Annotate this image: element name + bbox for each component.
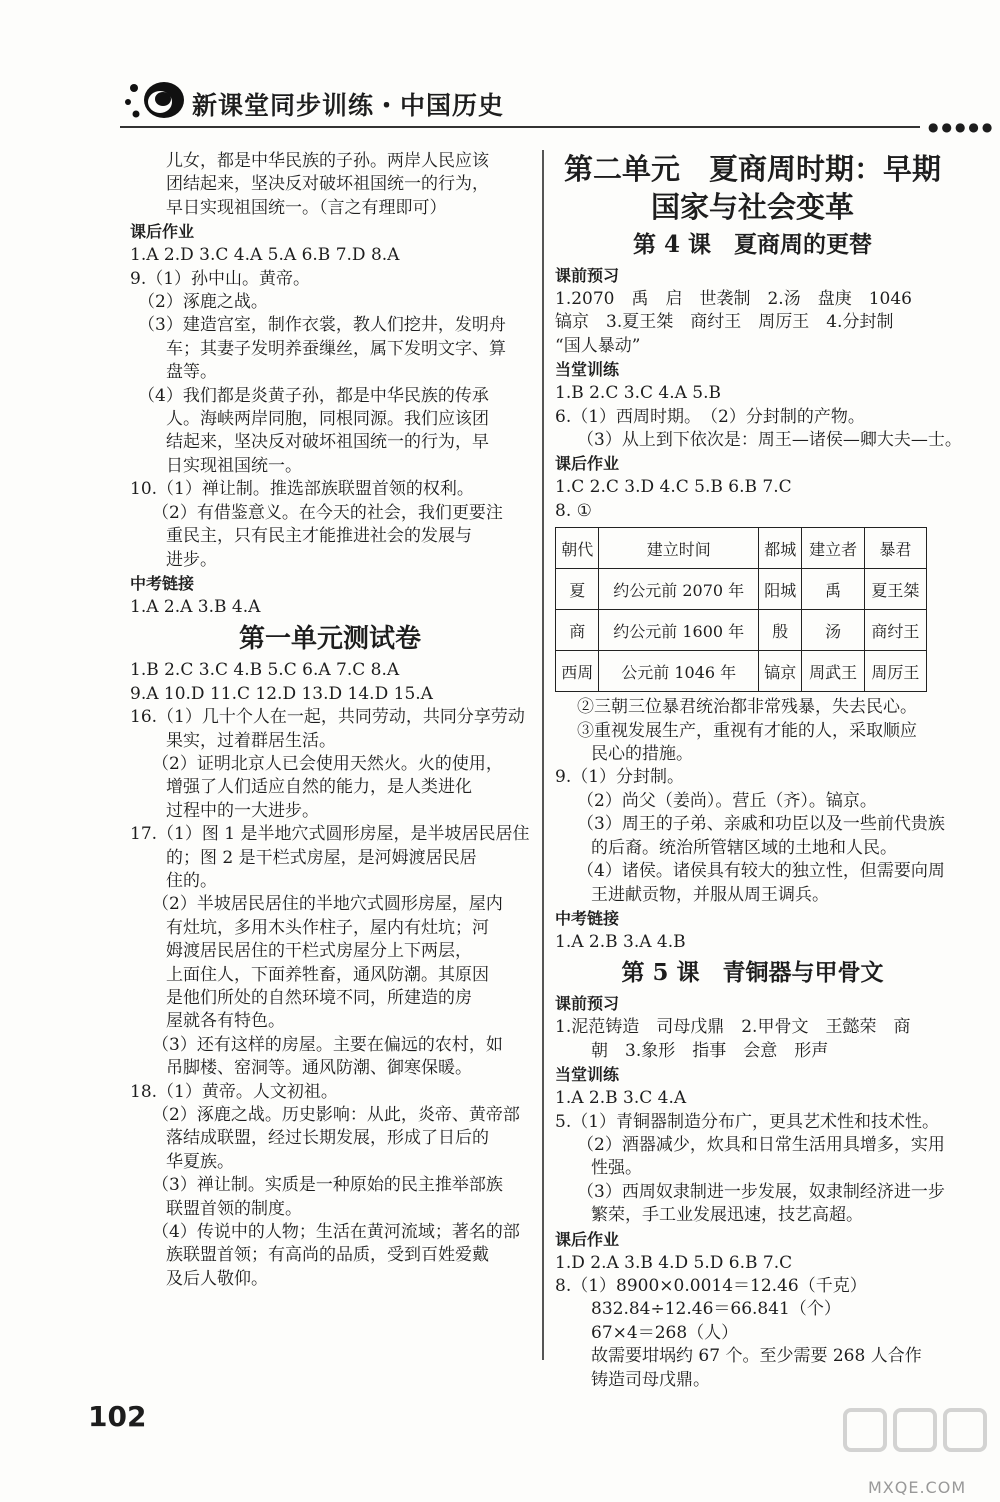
answer-line: 18.（1）黄帝。人文初祖。 xyxy=(130,1081,338,1102)
answer-line: （2）证明北京人已会使用天然火。火的使用， xyxy=(152,753,503,774)
answer-line: 团结起来，坚决反对破坏祖国统一的行为， xyxy=(166,174,489,195)
table-cell: 周厉王 xyxy=(864,651,926,692)
left-column xyxy=(130,150,530,1291)
table-cell: 殷 xyxy=(759,610,802,651)
table-cell: 公元前 1046 年 xyxy=(599,651,759,692)
lesson-title: 第 4 课 夏商周的更替 xyxy=(632,231,873,258)
answer-line: 姆渡居民居住的干栏式房屋分上下两层， xyxy=(166,941,472,962)
answer-line: 有灶坑，多用木头作柱子，屋内有灶坑；河 xyxy=(166,917,489,938)
answer-line: 的；图 2 是干栏式房屋，是河姆渡居民居 xyxy=(166,847,477,868)
answer-line: 1.A 2.A 3.B 4.A xyxy=(130,596,261,617)
unit-title: 第一单元测试卷 xyxy=(238,624,421,655)
lesson-title: 第 5 课 青铜器与甲骨文 xyxy=(621,959,884,987)
answer-line: 增强了人们适应自然的能力，是人类进化 xyxy=(166,777,472,798)
section-heading: 中考链接 xyxy=(130,573,195,593)
answer-line: 盘等。 xyxy=(166,362,217,383)
answer-line: 1.B 2.C 3.C 4.A 5.B xyxy=(555,383,721,404)
answer-line: （3）从上到下依次是：周王—诸侯—卿大夫—士。 xyxy=(577,430,962,451)
answer-line: 16.（1）几十个人在一起，共同劳动，共同分享劳动 xyxy=(130,707,525,728)
answer-line: （4）诸侯。诸侯具有较大的独立性，但需要向周 xyxy=(577,861,945,882)
table-header-cell: 建立者 xyxy=(802,528,864,569)
table-header-cell: 都城 xyxy=(759,528,802,569)
unit-title: 国家与社会变革 xyxy=(650,190,854,224)
answer-line: 华夏族。 xyxy=(166,1151,234,1172)
answer-line: 9.（1）孙中山。黄帝。 xyxy=(130,268,311,289)
answer-line: （3）西周奴隶制进一步发展，奴隶制经济进一步 xyxy=(577,1181,945,1202)
answer-line: 重民主，只有民主才能推进社会的发展与 xyxy=(166,526,472,547)
answer-line: ②三朝三位暴君统治都非常残暴，失去民心。 xyxy=(577,697,917,718)
answer-line: 住的。 xyxy=(166,870,217,891)
answer-line: 落结成联盟，经过长期发展，形成了日后的 xyxy=(166,1128,489,1149)
answer-line: 果实，过着群居生活。 xyxy=(166,730,336,751)
section-heading: 课后作业 xyxy=(555,454,620,474)
answer-line: 民心的措施。 xyxy=(591,744,693,765)
answer-line: 8.（1）8900×0.0014＝12.46（千克） xyxy=(555,1275,867,1296)
answer-line: 吊脚楼、窑洞等。通风防潮、御寒保暖。 xyxy=(166,1058,472,1079)
answer-line: （4）传说中的人物；生活在黄河流域；著名的部 xyxy=(152,1222,520,1243)
table-header-cell: 暴君 xyxy=(864,528,926,569)
answer-line: （2）有借鉴意义。在今天的社会，我们更要注 xyxy=(152,502,503,523)
answer-line: 9.A 10.D 11.C 12.D 13.D 14.D 15.A xyxy=(130,683,433,704)
column-divider xyxy=(542,150,544,1360)
answer-line: “国人暴动” xyxy=(555,335,641,356)
answer-line: 进步。 xyxy=(166,549,217,570)
section-heading: 课后作业 xyxy=(130,222,195,242)
answer-line: 8. ① xyxy=(555,500,592,521)
table-header-cell: 朝代 xyxy=(556,528,599,569)
answer-line: 5.（1）青铜器制造分布广，更具艺术性和技术性。 xyxy=(555,1111,940,1132)
table-cell: 商 xyxy=(556,610,599,651)
answer-line: 及后人敬仰。 xyxy=(166,1268,268,1289)
answer-line: 1.2070 禹 启 世袭制 2.汤 盘庚 1046 xyxy=(555,289,912,309)
answer-line: 1.B 2.C 3.C 4.B 5.C 6.A 7.C 8.A xyxy=(130,660,400,681)
table-cell: 禹 xyxy=(802,569,864,610)
header-rule xyxy=(120,126,920,128)
answer-line: （2）半坡居民居住的半地穴式圆形房屋，屋内 xyxy=(152,894,503,915)
answer-line: 10.（1）禅让制。推选部族联盟首领的权利。 xyxy=(130,479,474,500)
answer-line: 1.D 2.A 3.B 4.D 5.D 6.B 7.C xyxy=(555,1252,793,1273)
answer-line: 日实现祖国统一。 xyxy=(166,455,302,476)
answer-line: 故需要坩埚约 67 个。至少需要 268 人合作 xyxy=(591,1346,922,1367)
answer-line: 人。海峡两岸同胞，同根同源。我们应该团 xyxy=(166,409,489,430)
answer-line: 早日实现祖国统一。（言之有理即可） xyxy=(166,197,447,218)
table-row xyxy=(556,651,927,692)
answer-line: 屋就各有特色。 xyxy=(166,1011,285,1032)
table-row xyxy=(556,610,927,651)
answer-line: 镐京 3.夏王桀 商纣王 周厉王 4.分封制 xyxy=(555,312,894,333)
table-cell: 阳城 xyxy=(759,569,802,610)
table-cell: 约公元前 2070 年 xyxy=(599,569,759,610)
answer-line: 67×4＝268（人） xyxy=(591,1322,739,1343)
answer-line: 17.（1）图 1 是半地穴式圆形房屋，是半坡居民居住 xyxy=(130,824,530,845)
answer-line: 儿女，都是中华民族的子孙。两岸人民应该 xyxy=(166,151,489,171)
right-column-bottom xyxy=(555,696,950,1392)
answer-line: （2）涿鹿之战。 xyxy=(138,292,268,313)
section-heading: 当堂训练 xyxy=(555,360,620,380)
section-heading: 课前预习 xyxy=(555,266,620,285)
answer-line: （2）酒器减少，炊具和日常生活用具增多，实用 xyxy=(577,1134,945,1155)
section-heading: 课后作业 xyxy=(555,1229,620,1249)
answer-line: 铸造司母戊鼎。 xyxy=(591,1369,710,1390)
answer-line: 1.A 2.B 3.A 4.B xyxy=(555,931,686,952)
table-cell: 夏王桀 xyxy=(864,569,926,610)
page-number: 102 xyxy=(88,1400,147,1433)
section-heading: 中考链接 xyxy=(555,908,620,928)
answer-line: （4）我们都是炎黄子孙，都是中华民族的传承 xyxy=(138,385,489,406)
header-dots: ●●●●● xyxy=(928,120,996,134)
table-cell: 周武王 xyxy=(802,651,864,692)
answer-line: 是他们所处的自然环境不同，所建造的房 xyxy=(166,988,472,1008)
table-header-row xyxy=(556,528,927,569)
answer-line: 王进献贡物，并服从周王调兵。 xyxy=(591,884,829,905)
table-header-cell: 建立时间 xyxy=(599,528,759,569)
answer-line: 性强。 xyxy=(591,1158,642,1179)
book-logo-icon xyxy=(120,78,190,124)
answer-line: 朝 3.象形 指事 会意 形声 xyxy=(591,1040,829,1061)
right-column-top xyxy=(555,150,962,523)
dynasty-table xyxy=(555,527,927,692)
answer-line: 上面住人，下面养牲畜，通风防潮。其原因 xyxy=(166,964,489,985)
section-heading: 课前预习 xyxy=(555,994,620,1014)
table-cell: 夏 xyxy=(556,569,599,610)
right-column xyxy=(555,150,962,1392)
section-heading: 当堂训练 xyxy=(555,1065,620,1085)
table-cell: 镐京 xyxy=(759,651,802,692)
answer-line: （3）建造宫室，制作衣裳，教人们挖井，发明舟 xyxy=(138,315,506,336)
answer-line: ③重视发展生产，重视有才能的人，采取顺应 xyxy=(577,720,917,741)
answer-line: 832.84÷12.46＝66.841（个） xyxy=(591,1299,841,1320)
answer-line: 1.A 2.D 3.C 4.A 5.A 6.B 7.D 8.A xyxy=(130,245,400,266)
answer-line: 1.泥范铸造 司母戊鼎 2.甲骨文 王懿荣 商 xyxy=(555,1017,911,1038)
answer-line: 1.C 2.C 3.D 4.C 5.B 6.B 7.C xyxy=(555,477,792,498)
answer-line: （2）涿鹿之战。历史影响：从此，炎帝、黄帝部 xyxy=(152,1105,520,1126)
table-cell: 西周 xyxy=(556,651,599,692)
table-cell: 约公元前 1600 年 xyxy=(599,610,759,651)
answer-line: （3）周王的子弟、亲戚和功臣以及一些前代贵族 xyxy=(577,814,945,835)
page-header xyxy=(120,78,996,134)
answer-line: 的后裔。统治所管辖区域的土地和人民。 xyxy=(591,837,897,858)
unit-title: 第二单元 夏商周时期：早期 xyxy=(563,152,941,186)
answer-line: 1.A 2.B 3.C 4.A xyxy=(555,1088,687,1109)
answer-line: （3）还有这样的房屋。主要在偏远的农村，如 xyxy=(152,1034,503,1055)
answer-line: 车；其妻子发明养蚕缫丝，属下发明文字、算 xyxy=(166,338,506,359)
answer-line: 联盟首领的制度。 xyxy=(166,1198,302,1219)
answer-line: （2）尚父（姜尚）。营丘（齐）。镐京。 xyxy=(577,790,877,811)
answer-line: 繁荣，手工业发展迅速，技艺高超。 xyxy=(591,1205,863,1226)
table-row xyxy=(556,569,927,610)
watermark-text: MXQE.COM xyxy=(868,1478,967,1497)
answer-line: 6.（1）西周时期。 （2）分封制的产物。 xyxy=(555,406,865,427)
book-title: 新课堂同步训练・中国历史 xyxy=(192,91,505,120)
answer-line: 结起来，坚决反对破坏祖国统一的行为，早 xyxy=(166,432,489,453)
answer-line: 过程中的一大进步。 xyxy=(166,800,319,821)
table-cell: 商纣王 xyxy=(864,610,926,651)
table-cell: 汤 xyxy=(802,610,864,651)
answer-line: 9.（1）分封制。 xyxy=(555,767,685,788)
answer-line: （3）禅让制。实质是一种原始的民主推举部族 xyxy=(152,1175,503,1196)
answer-line: 族联盟首领；有高尚的品质，受到百姓爱戴 xyxy=(166,1245,489,1266)
